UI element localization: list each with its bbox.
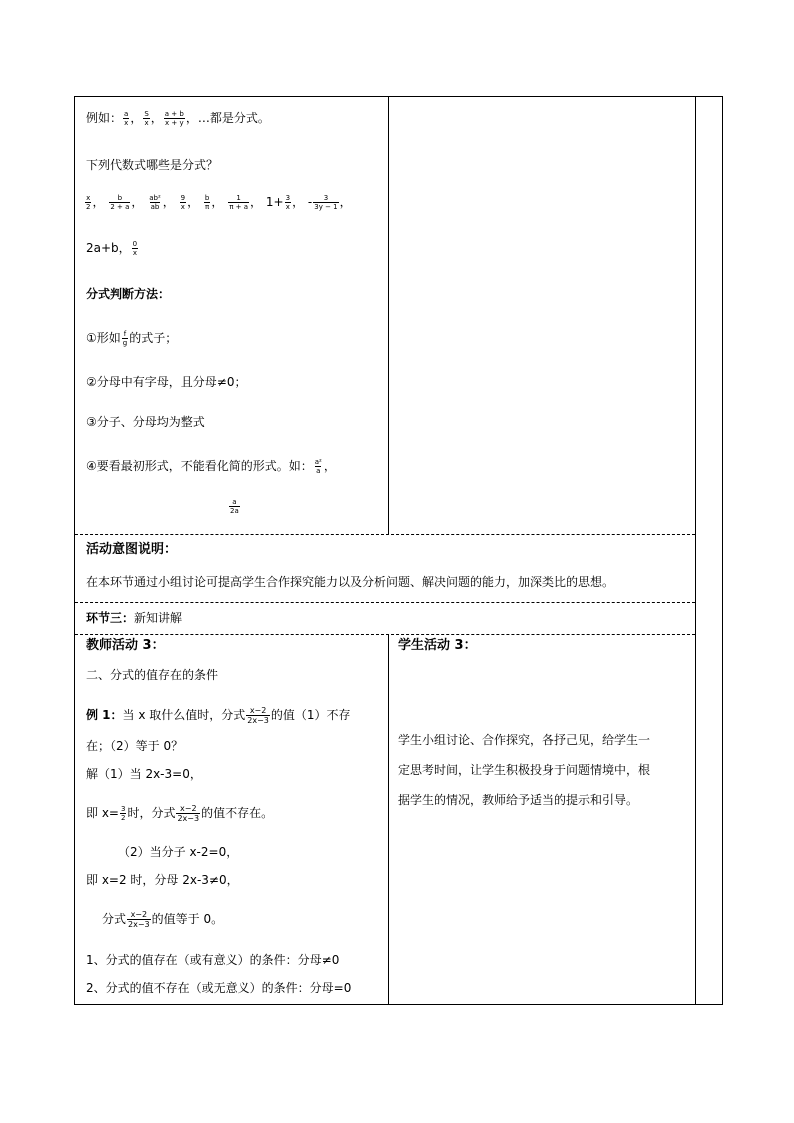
example-suffix: …都是分式。 [197,111,270,125]
intent-title: 活动意图说明： [86,542,178,557]
row-divider-3 [75,634,695,635]
expr-6: $\frac{1}{\pi + a}$ [229,194,249,211]
student-line-3: 据学生的情况，教师给予适当的提示和引导。 [398,793,639,807]
table-bottom-border [74,1004,723,1005]
expr-1: $\frac{x}{2}$ [86,194,91,211]
fraction-a-over-2a: $\frac{a}{2a}$ [230,498,239,515]
rule-1: ①形如 $\frac{f}{g}$ 的式子； [86,330,178,347]
example-1-line-1: 例 1：当 x 取什么值时，分式 $\frac{x-2}{2x-3}$ 的值（1）不存 [86,706,351,725]
fraction-s-over-x: $\frac{S}{x}$ [144,110,149,127]
solution-line-4: 即 x=2 时，分母 2x-3≠0， [86,873,239,887]
expr-8: $\frac{3}{3y - 1}$ [314,194,338,211]
extra-fraction-line [228,498,241,515]
expr-2: $\frac{b}{2 + a}$ [110,194,130,211]
question-text: 下列代数式哪些是分式？ [86,158,219,172]
student-line-1: 学生小组讨论、合作探究，各抒己见，给学生一 [398,733,651,747]
condition-1: 1、分式的值存在（或有意义）的条件：分母≠0 [86,953,340,967]
row-divider-1 [75,534,695,535]
condition-2: 2、分式的值不存在（或无意义）的条件：分母=0 [86,981,352,995]
solution-line-5: 分式 $\frac{x-2}{2x-3}$ 的值等于 0。 [102,910,224,929]
column-divider-bottom [388,634,389,1005]
fraction-3-over-2: $\frac{3}{2}$ [120,805,126,822]
expr-7: $\frac{3}{x}$ [285,194,291,211]
fraction-a2-over-a: $\frac{\text{a²}}{a}$ [314,458,322,475]
table-right-border [722,96,723,1005]
fraction-x-minus-2-over-2x-minus-3-b: $\frac{x-2}{2x-3}$ [177,804,200,823]
expressions-row-2: 2a+b， $\frac{0}{x}$ [86,240,138,257]
example-1-line-2: 在；（2）等于 0？ [86,739,184,753]
expr-9: $\frac{0}{x}$ [132,240,138,257]
expr-4: $\frac{9}{x}$ [180,194,186,211]
column-divider-top [388,96,389,534]
rule-3: ③分子、分母均为整式 [86,415,205,429]
teacher-activity-title: 教师活动 3： [86,638,165,653]
row-divider-2 [75,602,695,603]
fraction-x-minus-2-over-2x-minus-3: $\frac{x-2}{2x-3}$ [247,706,269,725]
intent-text: 在本环节通过小组讨论可提高学生合作探究能力以及分析问题、解决问题的能力，加深类比的思想。 [86,575,615,589]
teacher-heading: 二、分式的值存在的条件 [86,668,219,682]
fraction-a-over-x: $\frac{a}{x}$ [124,110,129,127]
solution-line-2: 即 x= $\frac{3}{2}$ 时，分式 $\frac{x-2}{2x-3}$ 的值不存在。 [86,804,274,823]
method-title: 分式判断方法： [86,287,171,301]
section3-heading: 环节三：新知讲解 [86,611,183,625]
fraction-x-minus-2-over-2x-minus-3-c: $\frac{x-2}{2x-3}$ [128,910,150,929]
solution-line-3: （2）当分子 x-2=0， [118,845,239,859]
student-line-2: 定思考时间，让学生积极投身于问题情境中，根 [398,763,651,777]
fraction-sum: $\frac{a + b}{x + y}$ [164,110,184,127]
example-line: 例如： $\frac{a}{x}$ ， $\frac{S}{x}$ ， $\frac{a + b}{x + y}$ ，…都是分式。 [86,110,270,127]
fraction-f-over-g: $\frac{f}{g}$ [122,330,128,347]
example-prefix: 例如： [86,111,123,125]
table-left-border [74,96,75,1005]
inner-right-border [695,96,696,1005]
table-top-border [74,96,723,97]
student-activity-title: 学生活动 3： [398,638,477,653]
rule-2: ②分母中有字母，且分母≠0； [86,375,247,389]
solution-line-1: 解（1）当 2x-3=0， [86,767,202,781]
rule-4: ④要看最初形式，不能看化简的形式。如： $\frac{\text{a²}}{a}$ ， [86,458,336,475]
expr-5: $\frac{b}{\pi}$ [204,194,210,211]
expressions-row-1: $\frac{x}{2}$ ， $\frac{b}{2 + a}$ ， $\frac{\text{ab²}}{ab}$ ， $\frac{9}{x}$ ， $\frac{b}{\pi}$ ， $\frac{1}{\pi + a}$ ， 1+ $\frac{3}{x}$ ， - $\frac{3}{3y - 1}$ ， [86,194,352,211]
expr-3: $\frac{\text{ab²}}{ab}$ [149,194,161,211]
